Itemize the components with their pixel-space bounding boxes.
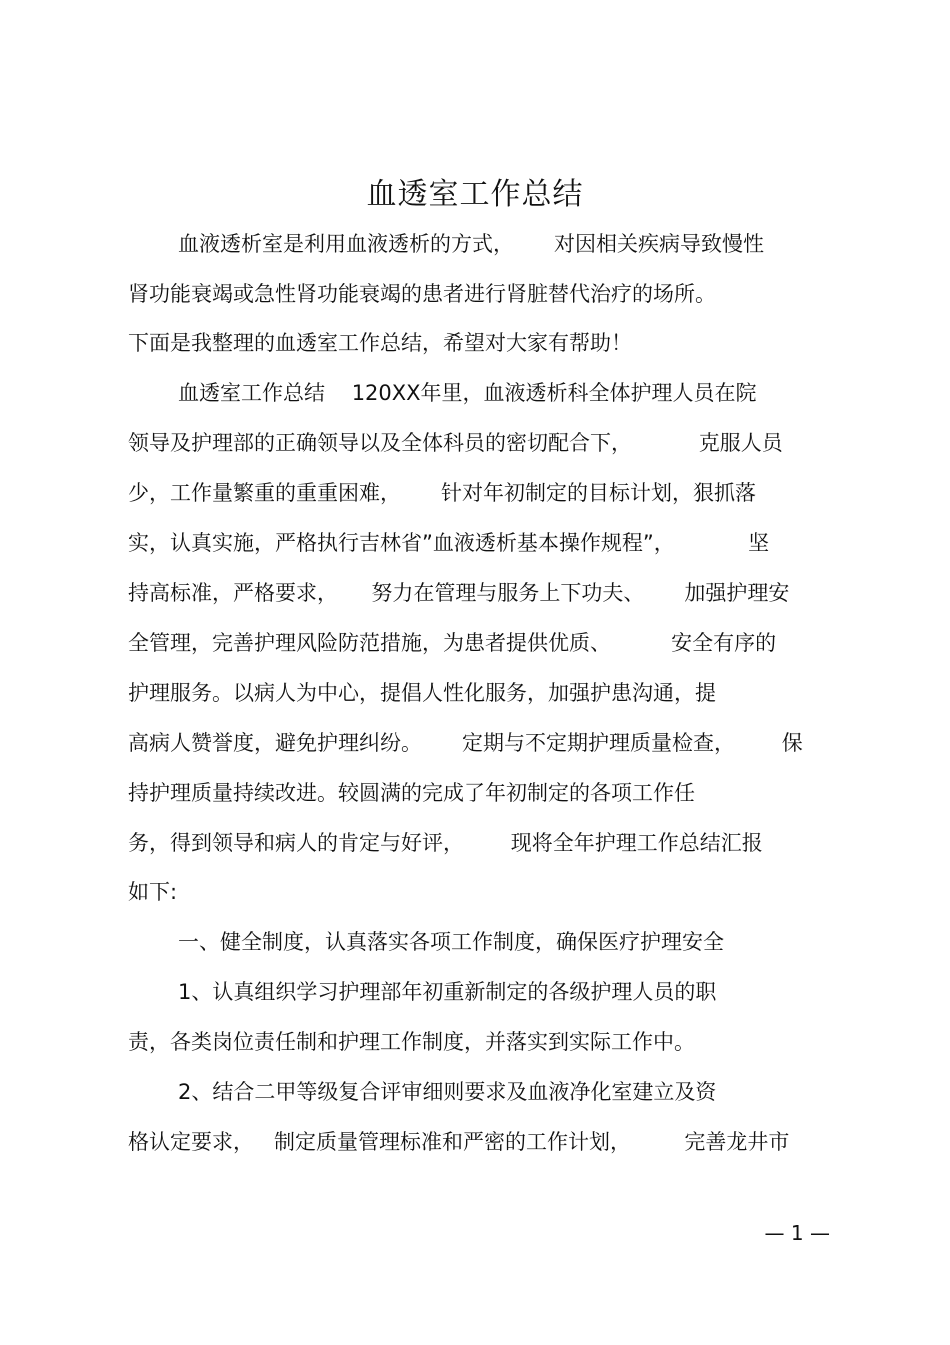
paragraph-line: 2、结合二甲等级复合评审细则要求及血液净化室建立及资: [178, 1080, 717, 1104]
paragraph-line: 领导及护理部的正确领导以及全体科员的密切配合下， 克服人员: [128, 431, 783, 455]
paragraph-line: 血液透析室是利用血液透析的方式， 对因相关疾病导致慢性: [178, 232, 765, 256]
paragraph-line: 持护理质量持续改进。较圆满的完成了年初制定的各项工作任: [128, 781, 695, 805]
paragraph-line: 肾功能衰竭或急性肾功能衰竭的患者进行肾脏替代治疗的场所。: [128, 282, 716, 306]
paragraph-line: 下面是我整理的血透室工作总结，希望对大家有帮助！: [128, 331, 632, 355]
paragraph-line: 责，各类岗位责任制和护理工作制度，并落实到实际工作中。: [128, 1030, 695, 1054]
paragraph-line: 护理服务。以病人为中心，提倡人性化服务，加强护患沟通，提: [128, 681, 716, 705]
paragraph-line: 持高标准，严格要求， 努力在管理与服务上下功夫、 加强护理安: [128, 581, 790, 605]
page-number: — 1 —: [764, 1221, 830, 1245]
paragraph-line: 如下:: [128, 880, 178, 904]
section-heading: 一、健全制度，认真落实各项工作制度，确保医疗护理安全: [178, 930, 724, 954]
paragraph-line: 高病人赞誉度，避免护理纠纷。 定期与不定期护理质量检查， 保: [128, 731, 803, 755]
document-title: 血透室工作总结: [366, 177, 584, 212]
paragraph-line: 少，工作量繁重的重重困难， 针对年初制定的目标计划，狠抓落: [128, 481, 757, 505]
paragraph-line: 血透室工作总结 120XX年里，血液透析科全体护理人员在院: [178, 381, 757, 405]
paragraph-line: 格认定要求， 制定质量管理标准和严密的工作计划， 完善龙井市: [128, 1130, 790, 1154]
paragraph-line: 实，认真实施，严格执行吉林省”血液透析基本操作规程”， 坚: [128, 531, 770, 555]
paragraph-line: 全管理，完善护理风险防范措施，为患者提供优质、 安全有序的: [128, 631, 777, 655]
paragraph-line: 务，得到领导和病人的肯定与好评， 现将全年护理工作总结汇报: [128, 831, 763, 855]
paragraph-line: 1、认真组织学习护理部年初重新制定的各级护理人员的职: [178, 980, 717, 1004]
